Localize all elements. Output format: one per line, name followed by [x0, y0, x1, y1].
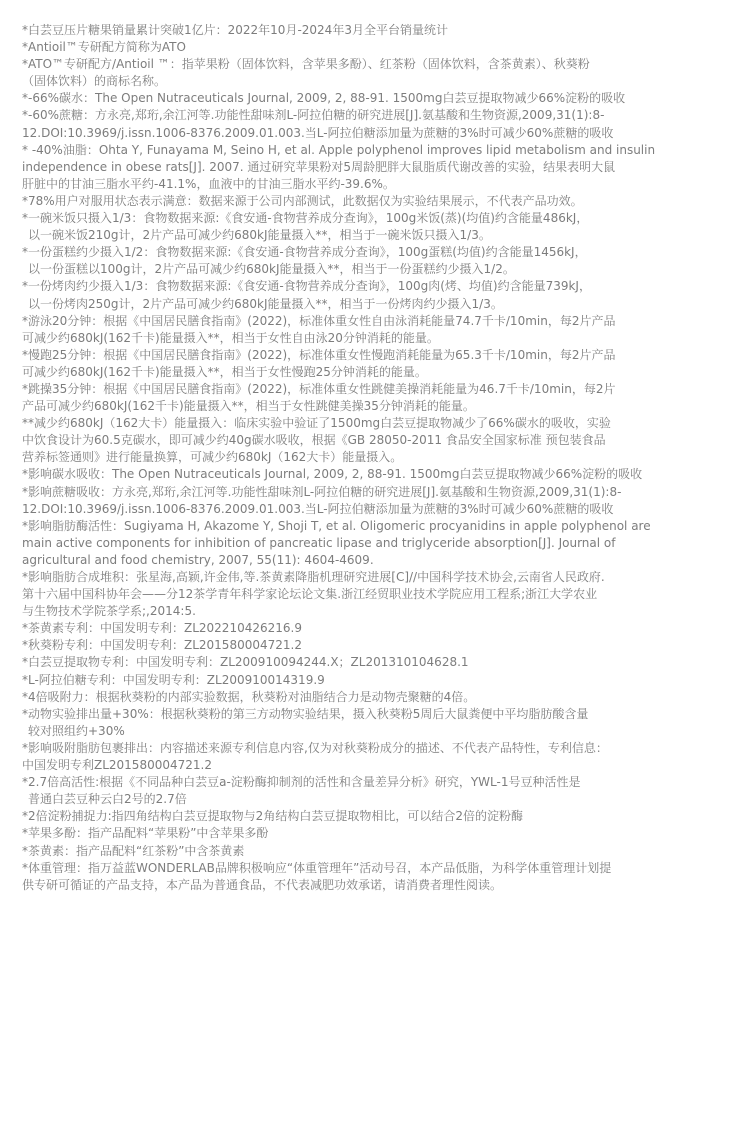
footnote-item — [22, 689, 712, 706]
footnote-line: 以一份蛋糕以100g计，2片产品可减少约680kJ能量摄入**，相当于一份蛋糕约少摄入1/2。 — [28, 262, 515, 277]
footnote-line: *ATO™专研配方/Antioil ™：指苹果粉（固体饮料，含苹果多酚）、红茶粉（固体饮料，含茶黄素）、秋葵粉 — [22, 57, 590, 72]
footnote-line: 产品可减少约680kJ(162千卡)能量摄入**，相当于女性跳健美操35分钟消耗的能量。 — [22, 399, 475, 414]
footnote-line: *4倍吸附力：根据秋葵粉的内部实验数据，秋葵粉对油脂结合力是动物壳聚糖的4倍。 — [22, 689, 476, 704]
footnote-line: *慢跑25分钟：根据《中国居民膳食指南》(2022)，标准体重女性慢跑消耗能量为65.3千卡/10min，每2片产品 — [22, 347, 616, 362]
footnote-line: *动物实验排出量+30%：根据秋葵粉的第三方动物实验结果，摄入秋葵粉5周后大鼠粪便中平均脂肪酸含量 — [22, 706, 589, 721]
footnote-line: *茶黄素：指产品配料“红茶粉”中含茶黄素 — [22, 843, 245, 858]
footnote-item — [22, 740, 712, 774]
footnote-line: * -40%油脂：Ohta Y, Funayama M, Seino H, et al. Apple polyphenol improves lipid metabolism and insulin — [22, 142, 656, 157]
footnote-line: 营养标签通则》进行能量换算，可减少约680kJ（162大卡）能量摄入。 — [22, 450, 403, 465]
footnote-item — [22, 347, 712, 381]
footnote-line: *影响碳水吸收：The Open Nutraceuticals Journal, 2009, 2, 88-91. 1500mg白芸豆提取物减少66%淀粉的吸收 — [22, 467, 643, 482]
footnote-line: *跳操35分钟：根据《中国居民膳食指南》(2022)，标准体重女性跳健美操消耗能量为46.7千卡/10min，每2片 — [22, 381, 616, 396]
footnote-item — [22, 484, 712, 518]
footnote-item — [22, 313, 712, 347]
footnote-line: 以一碗米饭210g计，2片产品可减少约680kJ能量摄入**，相当于一碗米饭只摄入1/3。 — [28, 228, 491, 243]
footnote-line: 较对照组约+30% — [28, 723, 125, 738]
footnote-line: *影响吸附脂肪包裹排出：内容描述来源专利信息内容,仅为对秋葵粉成分的描述、不代表产品特性，专利信息： — [22, 740, 608, 755]
footnote-line: *影响脂肪合成堆积：张星海,高颖,许金伟,等.茶黄素降脂机理研究进展[C]//中国科学技术协会,云南省人民政府. — [22, 570, 605, 584]
footnote-line: *一份蛋糕约少摄入1/2：食物数据来源:《食安通-食物营养成分查询》，100g蛋糕(均值)约含能量1456kJ， — [22, 245, 587, 260]
footnote-line: *白芸豆提取物专利：中国发明专利：ZL200910094244.X；ZL201310104628.1 — [22, 655, 469, 670]
footnote-line: 可减少约680kJ(162千卡)能量摄入**，相当于女性自由泳20分钟消耗的能量。 — [22, 330, 439, 345]
footnote-item — [22, 518, 712, 569]
footnote-item — [22, 381, 712, 415]
footnote-line: *体重管理：指万益蓝WONDERLAB品牌积极响应“体重管理年”活动号召，本产品低脂，为科学体重管理计划提 — [22, 860, 612, 875]
footnote-line: 可减少约680kJ(162千卡)能量摄入**，相当于女性慢跑25分钟消耗的能量。 — [22, 364, 427, 379]
footnote-item — [22, 415, 712, 466]
footnote-line: agricultural and food chemistry, 2007, 55(11): 4604-4609. — [22, 552, 374, 567]
footnote-line: 12.DOI:10.3969/j.issn.1006-8376.2009.01.003.当L-阿拉伯糖添加量为蔗糖的3%时可减少60%蔗糖的吸收 — [22, 125, 614, 140]
footnote-line: 供专研可循证的产品支持，本产品为普通食品，不代表减肥功效承诺，请消费者理性阅读。 — [22, 877, 503, 892]
footnote-line: *茶黄素专利：中国发明专利：ZL202210426216.9 — [22, 621, 302, 636]
footnote-line: *-60%蔗糖：方永亮,郑珩,余江河等.功能性甜味剂L-阿拉伯糖的研究进展[J].氨基酸和生物资源,2009,31(1):8- — [22, 108, 605, 123]
footnote-item — [22, 244, 712, 278]
footnote-line: *2倍淀粉捕捉力:指四角结构白芸豆提取物与2角结构白芸豆提取物相比，可以结合2倍的淀粉酶 — [22, 809, 523, 824]
footnote-item — [22, 706, 712, 740]
footnote-line: *秋葵粉专利：中国发明专利：ZL201580004721.2 — [22, 638, 302, 653]
footnote-line: 中饮食设计为60.5克碳水，即可减少约40g碳水吸收，根据《GB 28050-2011 食品安全国家标准 预包装食品 — [22, 433, 606, 448]
footnote-line: *白芸豆压片糖果销量累计突破1亿片：2022年10月-2024年3月全平台销量统计 — [22, 23, 448, 37]
footnote-line: *一碗米饭只摄入1/3：食物数据来源:《食安通-食物营养成分查询》，100g米饭(蒸)(均值)约含能量486kJ， — [22, 211, 589, 226]
footnote-item — [22, 466, 712, 483]
footnote-item — [22, 620, 712, 637]
footnote-line: 中国发明专利ZL201580004721.2 — [22, 758, 212, 773]
footnote-line: *L-阿拉伯糖专利：中国发明专利：ZL200910014319.9 — [22, 672, 325, 687]
footnote-line: *影响蔗糖吸收：方永亮,郑珩,余江河等.功能性甜味剂L-阿拉伯糖的研究进展[J].氨基酸和生物资源,2009,31(1):8- — [22, 484, 622, 499]
footnote-line: *游泳20分钟：根据《中国居民膳食指南》(2022)，标准体重女性自由泳消耗能量74.7千卡/10min，每2片产品 — [22, 313, 616, 328]
footnote-line: 12.DOI:10.3969/j.issn.1006-8376.2009.01.003.当L-阿拉伯糖添加量为蔗糖的3%时可减少60%蔗糖的吸收 — [22, 501, 614, 516]
footnote-line: *-66%碳水：The Open Nutraceuticals Journal, 2009, 2, 88-91. 1500mg白芸豆提取物减少66%淀粉的吸收 — [22, 91, 626, 106]
footnote-line: （固体饮料）的商标名称。 — [22, 74, 167, 89]
footnote-line: *Antioil™专研配方简称为ATO — [22, 40, 186, 55]
footnote-item — [22, 654, 712, 671]
footnote-item — [22, 107, 712, 141]
footnote-item — [22, 56, 712, 90]
footnote-line: **减少约680kJ（162大卡）能量摄入：临床实验中验证了1500mg白芸豆提取物减少了66%碳水的吸收，实验 — [22, 416, 611, 431]
footnote-item — [22, 22, 712, 39]
footnote-line: main active components for inhibition of pancreatic lipase and triglyceride absorption[J]. Journal of — [22, 535, 616, 550]
footnote-line: 第十六届中国科协年会——分12茶学青年科学家论坛论文集.浙江经贸职业技术学院应用工程系;浙江大学农业 — [22, 587, 598, 602]
footnote-line: 以一份烤肉250g计，2片产品可减少约680kJ能量摄入**，相当于一份烤肉约少摄入1/3。 — [28, 296, 503, 311]
footnote-line: independence in obese rats[J]. 2007. 通过研究苹果粉对5周龄肥胖大鼠脂质代谢改善的实验，结果表明大鼠 — [22, 159, 616, 174]
footnote-line: 与生物技术学院茶学系;,2014:5. — [22, 604, 196, 619]
footnote-item — [22, 843, 712, 860]
footnote-line: *78%用户对服用状态表示满意：数据来源于公司内部测试，此数据仅为实验结果展示，不代表产品功效。 — [22, 193, 583, 208]
footnote-item — [22, 210, 712, 244]
footnote-item — [22, 278, 712, 312]
footnote-line: 肝脏中的甘油三脂水平约-41.1%，血液中的甘油三脂水平约-39.6%。 — [22, 176, 395, 191]
footnote-item — [22, 808, 712, 825]
footnote-item — [22, 860, 712, 894]
footnote-line: *影响脂肪酶活性：Sugiyama H, Akazome Y, Shoji T, et al. Oligomeric procyanidins in apple polyphenol are — [22, 518, 651, 533]
footnote-item — [22, 637, 712, 654]
footnote-line: *一份烤肉约少摄入1/3：食物数据来源:《食安通-食物营养成分查询》，100g肉(烤、均值)约含能量739kJ， — [22, 279, 591, 294]
footnote-item — [22, 774, 712, 808]
footnote-item — [22, 672, 712, 689]
footnote-item — [22, 90, 712, 107]
footnote-item — [22, 569, 712, 620]
footnote-line: *苹果多酚：指产品配料“苹果粉”中含苹果多酚 — [22, 826, 269, 841]
footnote-item — [22, 142, 712, 193]
footnote-line: *2.7倍高活性:根据《不同品种白芸豆a-淀粉酶抑制剂的活性和含量差异分析》研究，YWL-1号豆种活性是 — [22, 775, 581, 790]
footnote-line: 普通白芸豆种云白2号的2.7倍 — [28, 792, 187, 807]
footnote-item — [22, 39, 712, 56]
footnote-item — [22, 825, 712, 842]
footnote-item — [22, 193, 712, 210]
footnote-list — [22, 22, 712, 894]
